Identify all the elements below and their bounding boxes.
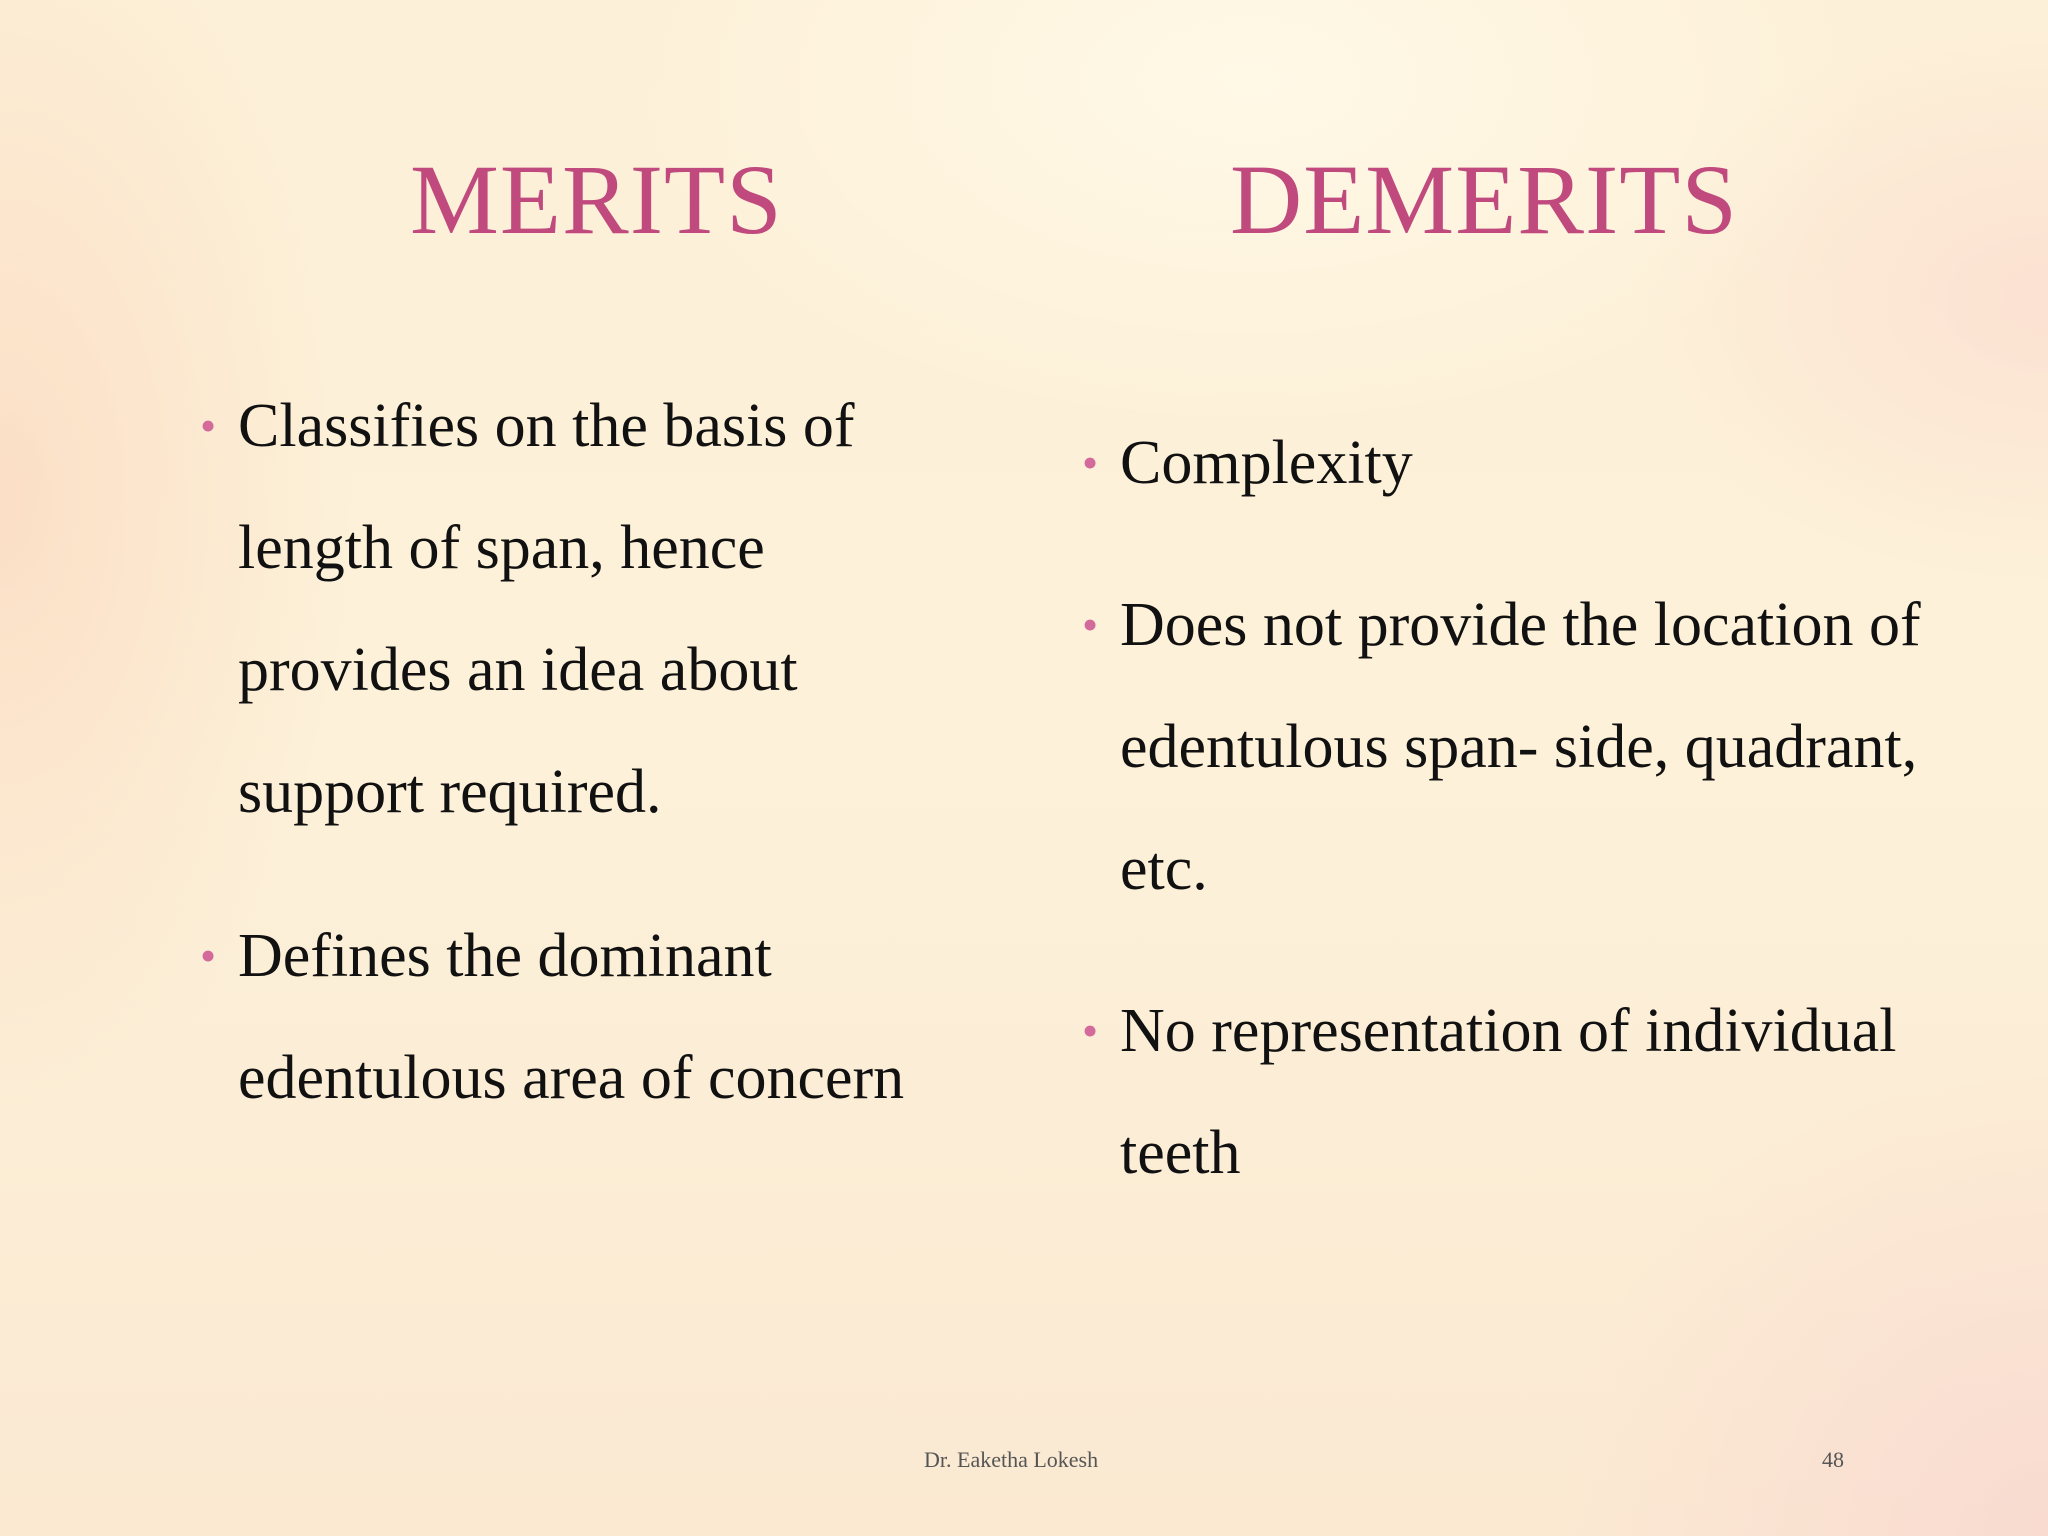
bullet-icon: • xyxy=(1082,599,1099,650)
bullet-icon: • xyxy=(1082,437,1099,488)
merits-item-text: Defines the dominant edentulous area of concern xyxy=(238,922,905,1112)
page-number: 48 xyxy=(1822,1447,1844,1472)
demerits-item-3 xyxy=(1082,970,1982,1214)
demerits-item-text: Does not provide the location of edentulous span- side, quadrant, etc. xyxy=(1120,591,1921,903)
demerits-item-text: No representation of individual teeth xyxy=(1120,997,1897,1187)
demerits-item-1 xyxy=(1082,402,1982,524)
merits-heading: MERITS xyxy=(410,144,783,255)
demerits-item-2 xyxy=(1082,564,1982,930)
footer-author: Dr. Eaketha Lokesh xyxy=(924,1447,1099,1472)
merits-list xyxy=(200,365,980,1139)
merits-item-1 xyxy=(200,365,980,853)
demerits-list xyxy=(1082,402,1982,1214)
merits-item-2 xyxy=(200,895,980,1139)
bullet-icon: • xyxy=(200,400,217,451)
merits-item-text: Classifies on the basis of length of span, hence provides an idea about support required. xyxy=(238,392,855,826)
demerits-item-text: Complexity xyxy=(1120,429,1413,497)
bullet-icon: • xyxy=(200,930,217,981)
bullet-icon: • xyxy=(1082,1005,1099,1056)
demerits-heading: DEMERITS xyxy=(1230,144,1738,255)
